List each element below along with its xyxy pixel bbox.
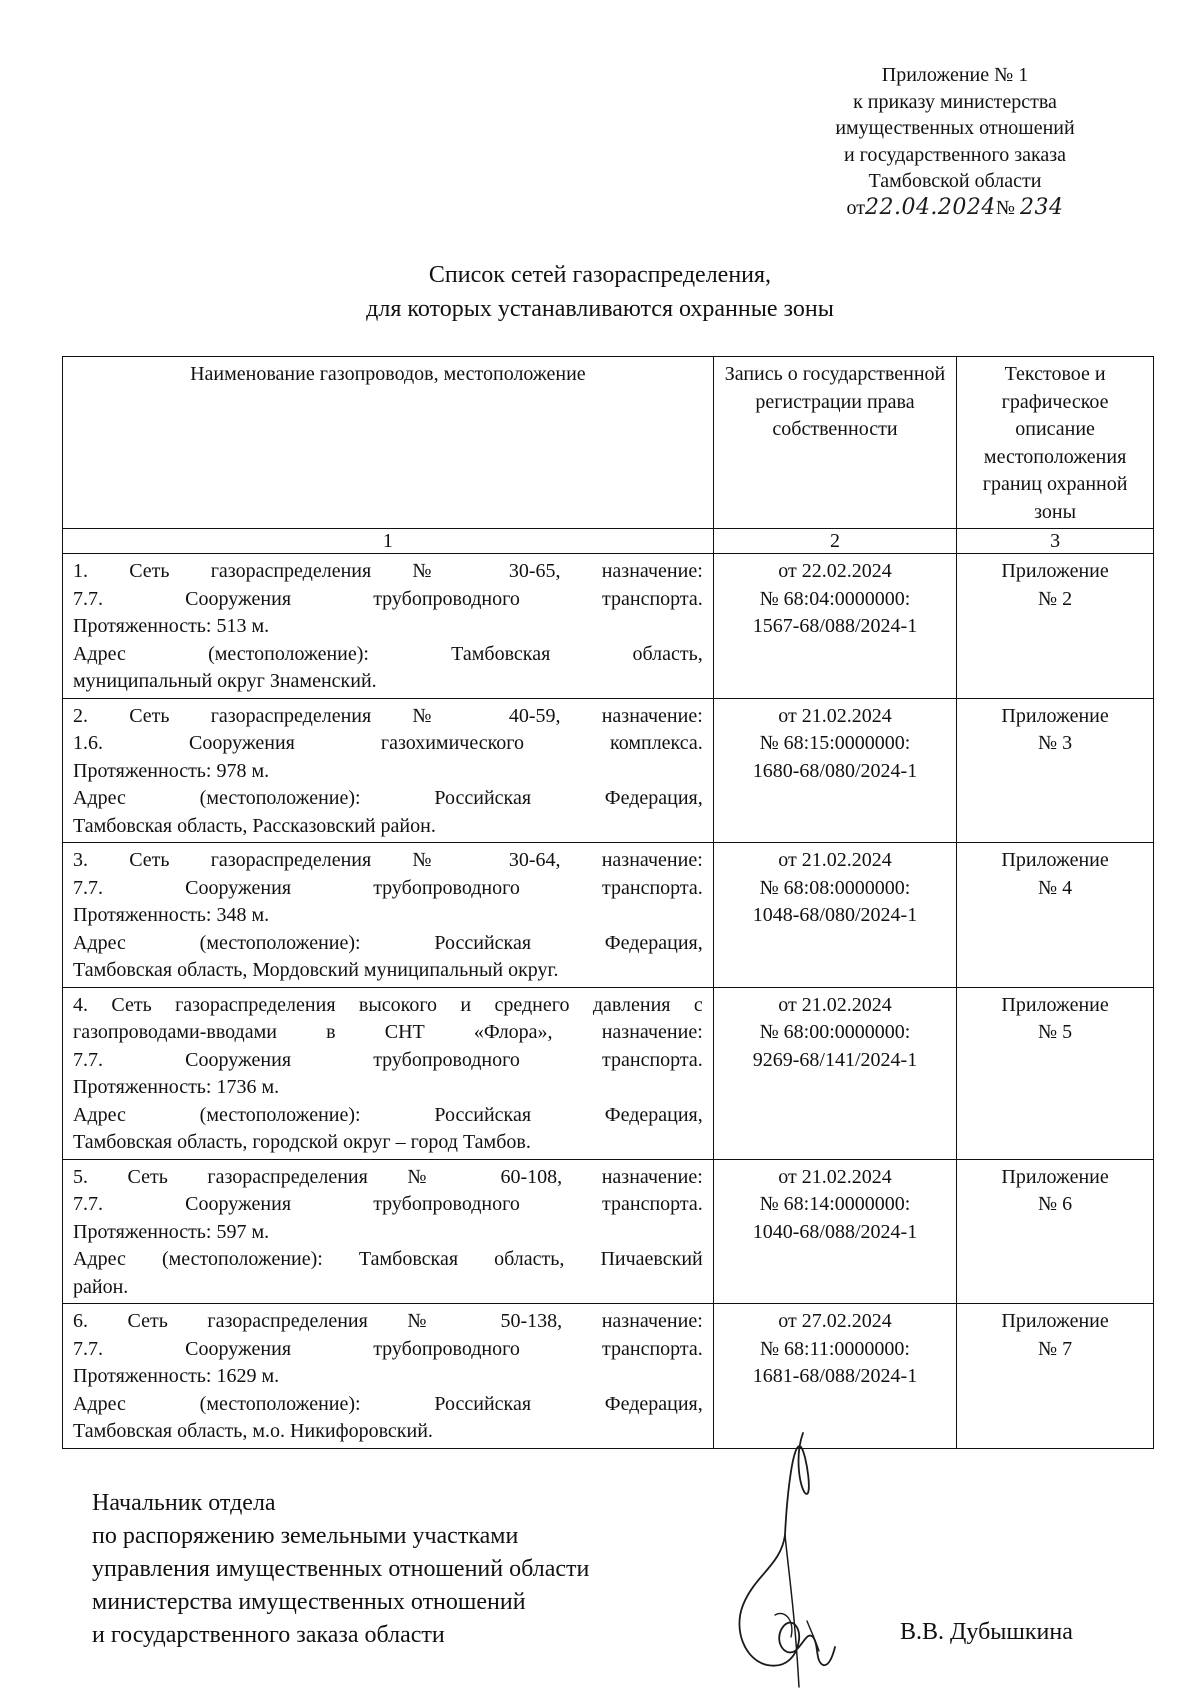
handwritten-signature [715, 1425, 865, 1695]
registration-number-suffix: 1680-68/080/2024-1 [752, 759, 918, 782]
registration-number-suffix: 1040-68/088/2024-1 [752, 1220, 918, 1243]
document-title [0, 258, 1200, 326]
appendix-ref-number: № 4 [1038, 876, 1073, 899]
appendix-reference [957, 698, 1154, 843]
appendix-line-order: к приказу министерства [853, 90, 1057, 113]
desc-line: Протяженность: 1629 м. [73, 1365, 280, 1387]
desc-line: Тамбовская область, Рассказовский район. [73, 814, 436, 837]
desc-line: Протяженность: 597 м. [73, 1220, 270, 1243]
desc-line: Адрес (местоположение): Российская Федерация, [73, 787, 703, 809]
desc-line: Адрес (местоположение): Российская Федерация, [73, 931, 703, 954]
document-title-line1: Список сетей газораспределения, [428, 262, 772, 288]
desc-line: Протяженность: 513 м. [73, 615, 270, 637]
desc-line: 6. Сеть газораспределения № 50-138, назначение: [73, 1310, 703, 1332]
desc-line: Адрес (местоположение): Тамбовская область, Пичаевский [73, 1248, 703, 1270]
registration-date: от 21.02.2024 [778, 704, 892, 727]
desc-line: 5. Сеть газораспределения № 60-108, назначение: [73, 1165, 703, 1188]
desc-line: 4. Сеть газораспределения высокого и среднего давления с [73, 993, 703, 1016]
appendix-ref-number: № 3 [1038, 732, 1073, 754]
desc-line: Тамбовская область, м.о. Никифоровский. [73, 1420, 433, 1442]
desc-line: Тамбовская область, городской округ – город Тамбов. [73, 1131, 531, 1153]
signer-line: по распоряжению земельными участками [92, 1523, 519, 1549]
desc-line: Адрес (местоположение): Российская Федерация, [73, 1103, 703, 1126]
signer-line: и государственного заказа области [92, 1622, 445, 1648]
desc-line: Протяженность: 348 м. [73, 904, 270, 926]
registration-number: № 68:04:0000000: [759, 587, 911, 610]
registration-number: № 68:08:0000000: [759, 876, 911, 899]
table-row [63, 1304, 1154, 1449]
appendix-line-ministry: имущественных отношений [835, 117, 1075, 139]
appendix-reference [957, 1304, 1154, 1449]
pipeline-description [63, 554, 714, 699]
column-number: 1 [63, 529, 714, 554]
appendix-ref-label: Приложение [1001, 704, 1109, 727]
header-zone-description: Текстовое и графическое описание местоположения границ охранной зоны [957, 357, 1154, 529]
appendix-ref-number: № 6 [1038, 1193, 1073, 1215]
desc-line: 7.7. Сооружения трубопроводного транспорта. [73, 1193, 703, 1215]
header-registration: Запись о государственной регистрации права собственности [713, 357, 956, 529]
signer-line: министерства имущественных отношений [92, 1589, 526, 1615]
column-number: 3 [957, 529, 1154, 554]
pipeline-description [63, 698, 714, 843]
registration-number: № 68:11:0000000: [759, 1337, 910, 1360]
registration-number: № 68:15:0000000: [759, 732, 911, 754]
desc-line: район. [73, 1275, 129, 1298]
signer-line: управления имущественных отношений области [92, 1556, 590, 1582]
gas-network-table [62, 356, 1154, 1449]
registration-number: № 68:00:0000000: [759, 1021, 911, 1043]
appendix-order-line [790, 195, 1120, 222]
appendix-ref-label: Приложение [1001, 1165, 1109, 1188]
registration-date: от 22.02.2024 [778, 560, 892, 582]
registration-record [713, 698, 956, 843]
order-date-prefix: от [846, 196, 865, 219]
table-column-numbers [63, 529, 1154, 554]
table-row [63, 554, 1154, 699]
desc-line: 7.7. Сооружения трубопроводного транспорта. [73, 1337, 703, 1360]
registration-record [713, 1159, 956, 1304]
desc-line: 2. Сеть газораспределения № 40-59, назначение: [73, 704, 703, 727]
appendix-ref-number: № 7 [1038, 1337, 1073, 1360]
table-row [63, 698, 1154, 843]
order-number-handwritten: 234 [1020, 194, 1064, 220]
desc-line: 7.7. Сооружения трубопроводного транспорта. [73, 876, 703, 899]
desc-line: Тамбовская область, Мордовский муниципальный округ. [73, 959, 559, 981]
desc-line: Адрес (местоположение): Российская Федерация, [73, 1392, 703, 1415]
table-row [63, 987, 1154, 1159]
document-title-line2: для которых устанавливаются охранные зоны [366, 296, 834, 322]
appendix-reference [957, 554, 1154, 699]
pipeline-description [63, 1159, 714, 1304]
registration-number: № 68:14:0000000: [759, 1193, 911, 1215]
pipeline-description [63, 987, 714, 1159]
desc-line: 1. Сеть газораспределения № 30-65, назначение: [73, 560, 703, 582]
pipeline-description [63, 843, 714, 988]
registration-number-suffix: 1567-68/088/2024-1 [752, 615, 918, 637]
order-number-prefix: № [995, 196, 1016, 219]
appendix-reference [957, 1159, 1154, 1304]
desc-line: Протяженность: 978 м. [73, 759, 270, 782]
appendix-line-region: Тамбовской области [868, 170, 1042, 192]
desc-line: Протяженность: 1736 м. [73, 1076, 280, 1098]
appendix-block [790, 62, 1120, 221]
table-row [63, 843, 1154, 988]
appendix-reference [957, 987, 1154, 1159]
table-row [63, 1159, 1154, 1304]
registration-date: от 21.02.2024 [778, 993, 892, 1016]
appendix-ref-label: Приложение [1001, 560, 1109, 582]
column-number: 2 [713, 529, 956, 554]
registration-record [713, 843, 956, 988]
appendix-ref-label: Приложение [1001, 993, 1109, 1016]
signer-position [92, 1487, 589, 1652]
signer-line: Начальник отдела [92, 1490, 276, 1516]
registration-record [713, 554, 956, 699]
registration-number-suffix: 1048-68/080/2024-1 [752, 904, 918, 926]
appendix-line-procurement: и государственного заказа [843, 143, 1067, 166]
pipeline-description [63, 1304, 714, 1449]
desc-line: 7.7. Сооружения трубопроводного транспорта. [73, 587, 703, 610]
appendix-ref-number: № 5 [1038, 1021, 1073, 1043]
appendix-title: Приложение № 1 [881, 64, 1029, 86]
desc-line: муниципальный округ Знаменский. [73, 670, 377, 692]
order-date-handwritten: 22.04.2024 [864, 194, 996, 220]
appendix-ref-number: № 2 [1038, 587, 1073, 610]
header-pipeline-name: Наименование газопроводов, местоположение [63, 357, 714, 529]
registration-date: от 21.02.2024 [778, 1165, 892, 1188]
desc-line: Адрес (местоположение): Тамбовская область, [73, 642, 703, 665]
appendix-ref-label: Приложение [1001, 1310, 1109, 1332]
table-header-row [63, 357, 1154, 529]
registration-number-suffix: 9269-68/141/2024-1 [752, 1048, 918, 1071]
desc-line: 7.7. Сооружения трубопроводного транспорта. [73, 1048, 703, 1071]
desc-line: 3. Сеть газораспределения № 30-64, назначение: [73, 849, 703, 871]
appendix-ref-label: Приложение [1001, 849, 1109, 871]
registration-record [713, 987, 956, 1159]
desc-line: 1.6. Сооружения газохимического комплекса. [73, 732, 703, 754]
desc-line: газопроводами-вводами в СНТ «Флора», назначение: [73, 1021, 703, 1043]
registration-date: от 21.02.2024 [778, 849, 892, 871]
appendix-reference [957, 843, 1154, 988]
registration-number-suffix: 1681-68/088/2024-1 [752, 1365, 918, 1387]
registration-date: от 27.02.2024 [778, 1310, 892, 1332]
signer-name: В.В. Дубышкина [900, 1619, 1073, 1645]
